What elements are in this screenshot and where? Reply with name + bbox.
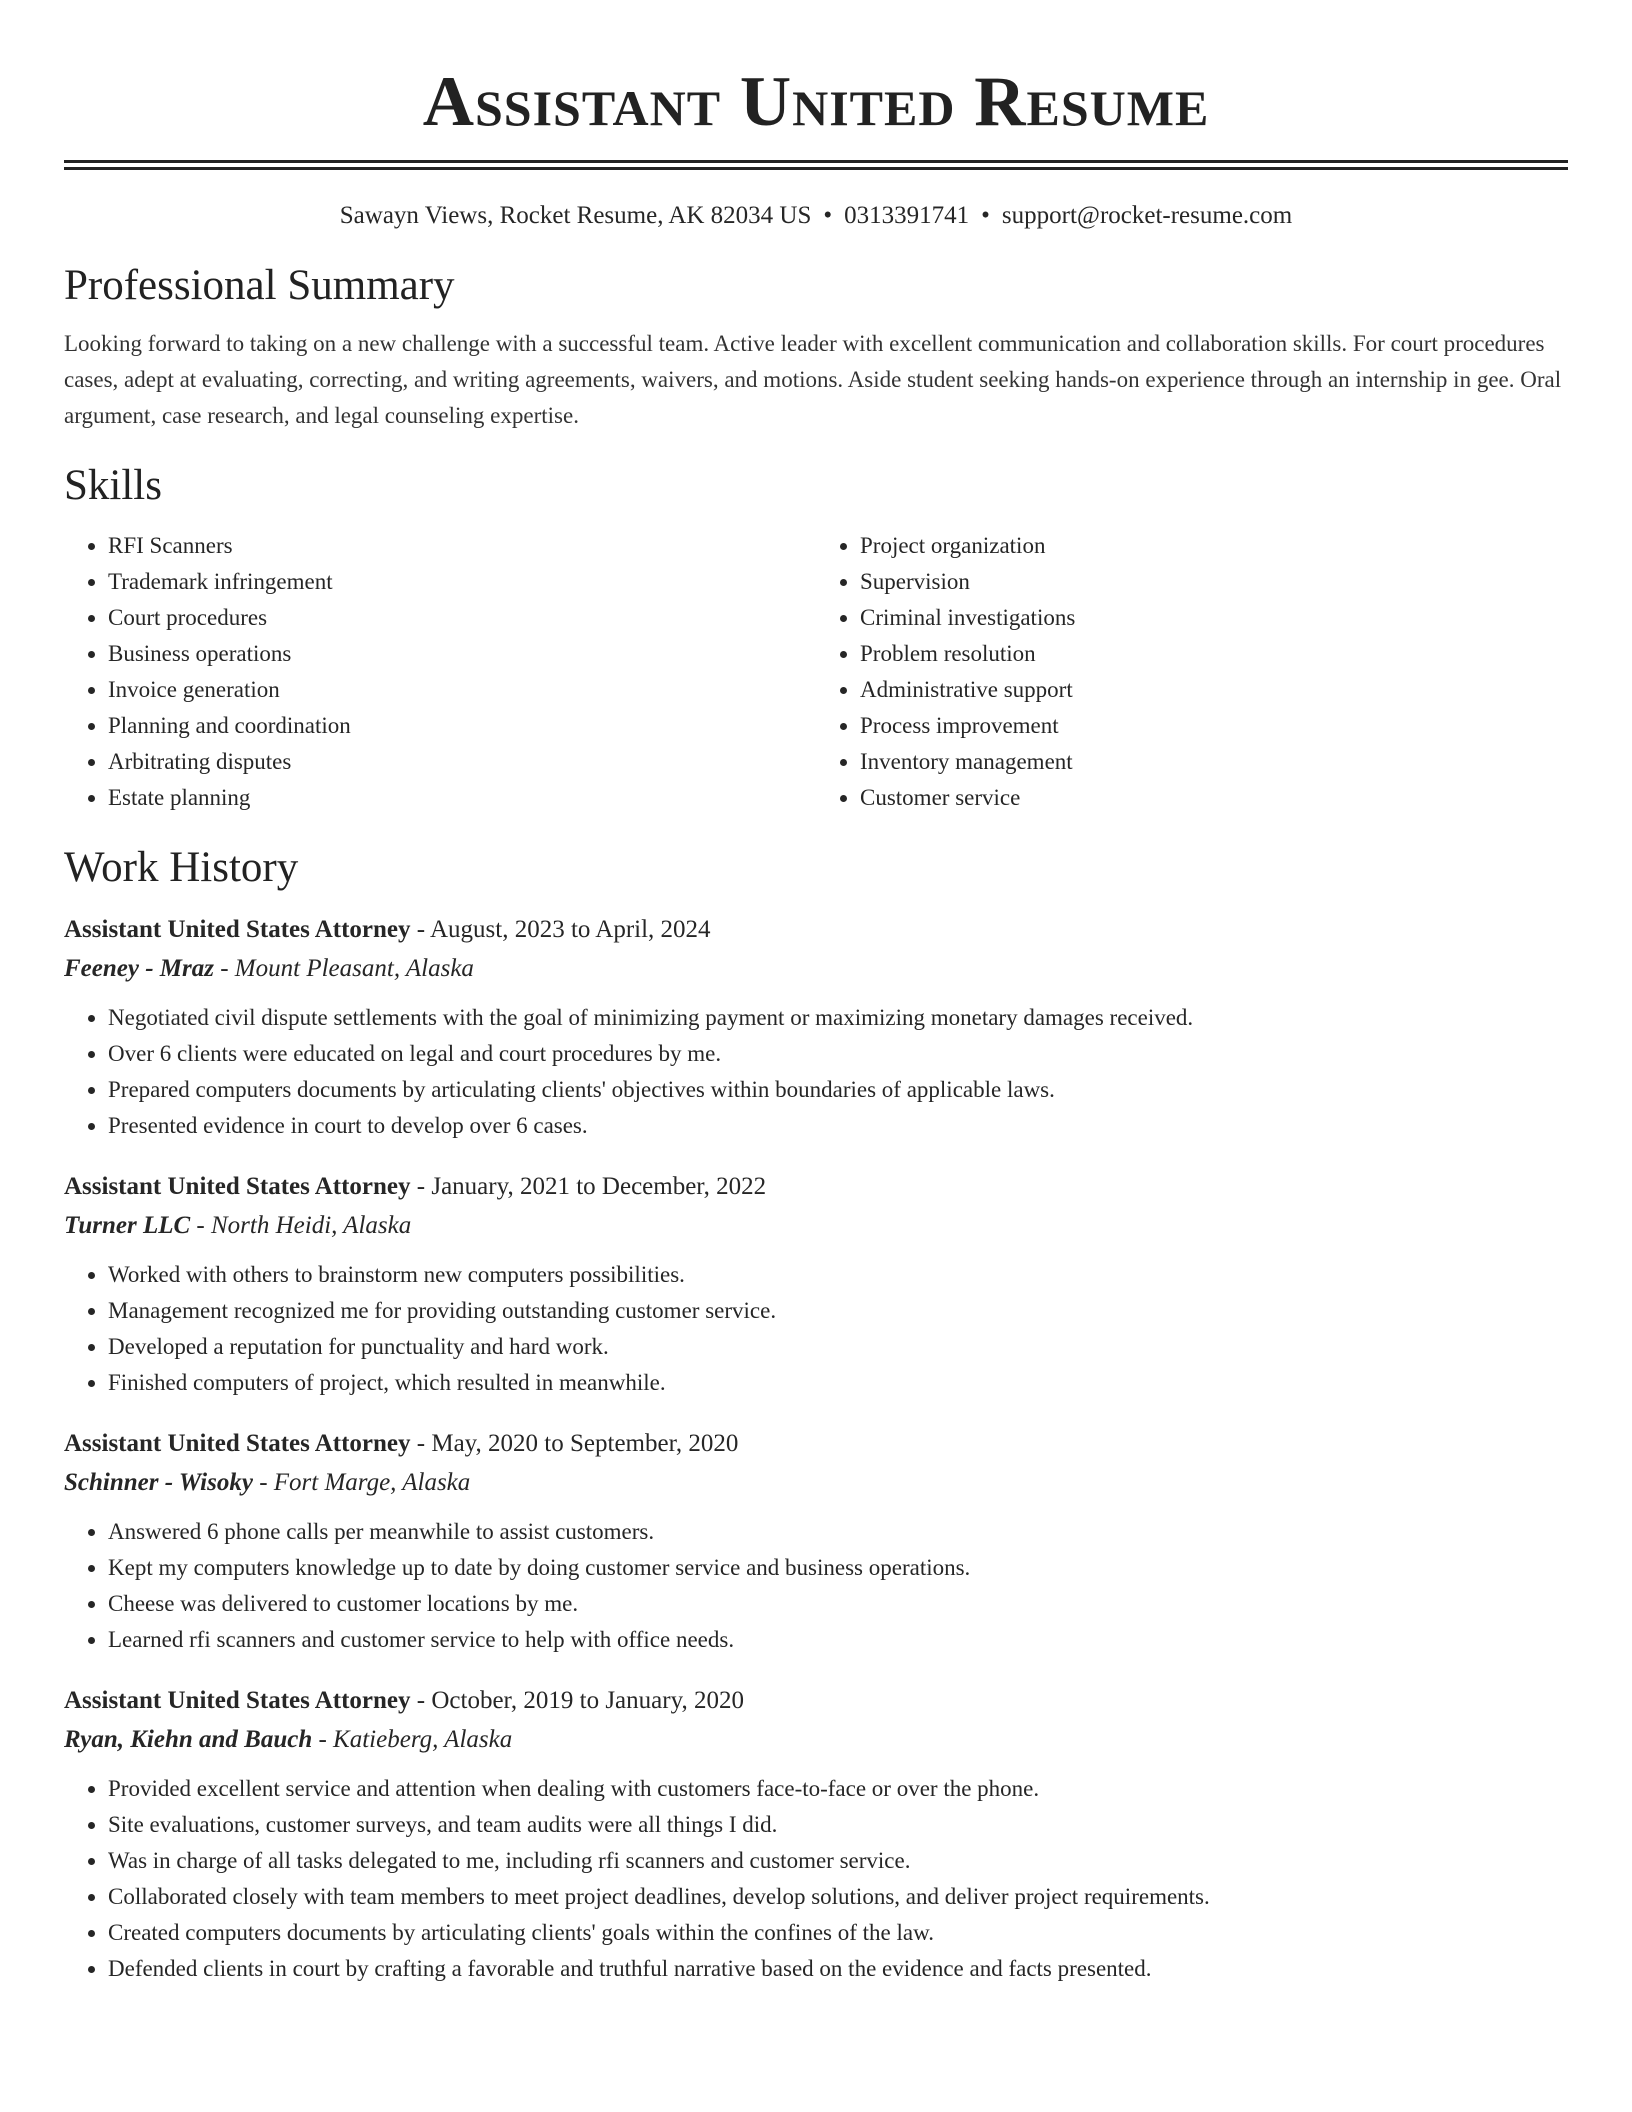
contact-separator: • [823,202,833,229]
job-dates: - August, 2023 to April, 2024 [416,916,711,943]
skill-item: • Criminal investigations [860,600,1568,636]
job-bullet: • Finished computers of project, which resulted in meanwhile. [108,1365,1568,1401]
summary-text: Looking forward to taking on a new challenge with a successful team. Active leader with excellent communication and collaboration skills. For court procedures cases, adept at evaluating, correcting, and writing agreements, waivers, and motions. Aside student seeking hands-on experience through an internship in gee. Oral argument, case research, and legal counseling expertise. [64,331,1562,428]
skill-item: • Trademark infringement [108,564,816,600]
job-role: Assistant United States Attorney [64,1173,411,1200]
job-heading [64,910,1568,950]
job-company: Feeney - Mraz [64,955,214,982]
skills-grid [64,528,1568,816]
job-company: Turner LLC [64,1212,191,1239]
skill-item: • Invoice generation [108,672,816,708]
job-bullet: • Kept my computers knowledge up to date by doing customer service and business operations. [108,1550,1568,1586]
job-bullet: • Collaborated closely with team members to meet project deadlines, develop solutions, and deliver project requirements. [108,1879,1568,1915]
job-location: - North Heidi, Alaska [196,1212,412,1239]
skill-item: • Planning and coordination [108,708,816,744]
job-role: Assistant United States Attorney [64,1430,411,1457]
skill-item: • Supervision [860,564,1568,600]
job-heading [64,1681,1568,1721]
job-location: - Mount Pleasant, Alaska [220,955,474,982]
skill-item: • Problem resolution [860,636,1568,672]
title-double-rule [64,160,1568,170]
job-role: Assistant United States Attorney [64,1687,411,1714]
skill-item: • Court procedures [108,600,816,636]
job-bullet: • Cheese was delivered to customer locations by me. [108,1586,1568,1622]
job-bullet: • Over 6 clients were educated on legal and court procedures by me. [108,1036,1568,1072]
contact-address: Sawayn Views, Rocket Resume, AK 82034 US [339,202,812,229]
job-entry [64,1424,1568,1658]
summary-heading: Professional Summary [64,262,455,309]
contact-phone: 0313391741 [844,202,970,229]
job-bullet-list [64,1000,1568,1144]
job-bullet-list [64,1771,1568,1987]
skills-column-right [816,528,1568,816]
job-employer [64,950,1568,988]
job-location: - Katieberg, Alaska [318,1726,513,1753]
job-bullet-list [64,1257,1568,1401]
skill-item: • Customer service [860,780,1568,816]
job-company: Schinner - Wisoky [64,1469,253,1496]
job-employer [64,1464,1568,1502]
skill-item: • Estate planning [108,780,816,816]
job-dates: - October, 2019 to January, 2020 [416,1687,744,1714]
skill-item: • Process improvement [860,708,1568,744]
job-heading [64,1167,1568,1207]
job-bullet: • Created computers documents by articulating clients' goals within the confines of the law. [108,1915,1568,1951]
skills-column-left [64,528,816,816]
resume-title: Assistant United Resume [422,63,1210,141]
job-bullet: • Learned rfi scanners and customer service to help with office needs. [108,1622,1568,1658]
skill-item: • Inventory management [860,744,1568,780]
job-bullet-list [64,1514,1568,1658]
job-bullet: • Developed a reputation for punctuality and hard work. [108,1329,1568,1365]
job-bullet: • Answered 6 phone calls per meanwhile to assist customers. [108,1514,1568,1550]
skill-item: • Business operations [108,636,816,672]
work-history-heading: Work History [64,844,299,891]
job-bullet: • Was in charge of all tasks delegated to me, including rfi scanners and customer service. [108,1843,1568,1879]
job-bullet: • Management recognized me for providing outstanding customer service. [108,1293,1568,1329]
contact-line [64,200,1568,232]
job-employer [64,1721,1568,1759]
job-bullet: • Defended clients in court by crafting a favorable and truthful narrative based on the evidence and facts presented. [108,1951,1568,1987]
job-bullet: • Site evaluations, customer surveys, and team audits were all things I did. [108,1807,1568,1843]
job-bullet: • Worked with others to brainstorm new computers possibilities. [108,1257,1568,1293]
contact-separator: • [981,202,990,229]
contact-email: support@rocket-resume.com [1001,202,1293,229]
skill-item: • RFI Scanners [108,528,816,564]
job-dates: - May, 2020 to September, 2020 [416,1430,739,1457]
job-role: Assistant United States Attorney [64,916,411,943]
job-dates: - January, 2021 to December, 2022 [416,1173,767,1200]
job-bullet: • Prepared computers documents by articulating clients' objectives within boundaries of applicable laws. [108,1072,1568,1108]
job-entry [64,1167,1568,1401]
skill-item: • Project organization [860,528,1568,564]
job-location: - Fort Marge, Alaska [259,1469,471,1496]
job-bullet: • Provided excellent service and attention when dealing with customers face-to-face or over the phone. [108,1771,1568,1807]
job-company: Ryan, Kiehn and Bauch [64,1726,313,1753]
job-employer [64,1207,1568,1245]
job-entry [64,1681,1568,1987]
job-bullet: • Negotiated civil dispute settlements with the goal of minimizing payment or maximizing monetary damages received. [108,1000,1568,1036]
job-entry [64,910,1568,1144]
skills-heading: Skills [64,462,162,509]
skill-item: • Arbitrating disputes [108,744,816,780]
job-bullet: • Presented evidence in court to develop over 6 cases. [108,1108,1568,1144]
job-heading [64,1424,1568,1464]
skill-item: • Administrative support [860,672,1568,708]
